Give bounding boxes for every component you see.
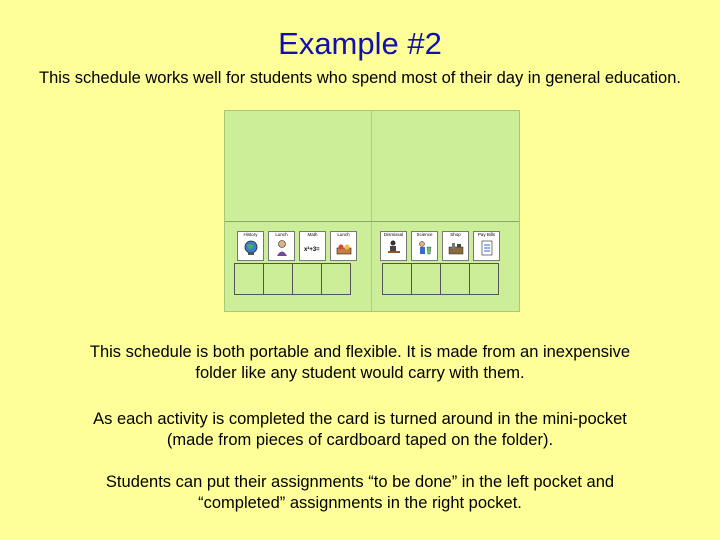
card-label: History <box>243 232 258 237</box>
mini-pocket <box>411 263 441 295</box>
mini-pocket <box>263 263 293 295</box>
schedule-card <box>380 231 407 261</box>
card-label: Dismissal <box>383 232 404 237</box>
schedule-card <box>330 231 357 261</box>
card-label: Lunch <box>337 232 350 237</box>
teacher-desk-icon <box>386 239 402 257</box>
lunch-person-icon <box>274 239 290 257</box>
slide-title: Example #2 <box>278 26 442 61</box>
lunch-tray-icon <box>335 239 353 257</box>
schedule-card <box>299 231 326 261</box>
mini-pocket <box>321 263 351 295</box>
left-mini-pockets <box>234 263 350 295</box>
slide-subtitle: This schedule works well for students who spend most of their day in general education. <box>38 69 681 87</box>
mini-pocket <box>234 263 264 295</box>
mini-pocket <box>440 263 470 295</box>
right-card-row <box>380 231 500 261</box>
mini-pocket <box>469 263 499 295</box>
paragraph-assignments: Students can put their assignments “to be done” in the left pocket and “completed” assignments in the right pocket. <box>105 473 615 512</box>
science-icon <box>417 239 433 257</box>
globe-icon <box>243 239 259 257</box>
card-label: Math <box>307 232 318 237</box>
mini-pocket <box>292 263 322 295</box>
right-mini-pockets <box>382 263 498 295</box>
folder-fold-line <box>371 111 372 311</box>
paragraph-portable: This schedule is both portable and flexible. It is made from an inexpensive folder like any student would carry with them. <box>89 343 631 382</box>
paragraph-mini-pocket: As each activity is completed the card is turned around in the mini-pocket (made from pieces of cardboard taped on the folder). <box>93 410 627 449</box>
schedule-folder-photo <box>224 110 520 312</box>
checklist-icon <box>479 239 495 257</box>
card-label: Science <box>416 232 433 237</box>
schedule-card <box>442 231 469 261</box>
card-label: Pay Bills <box>477 232 496 237</box>
schedule-card <box>268 231 295 261</box>
card-label: Lunch <box>275 232 288 237</box>
folder-pocket-edge <box>225 221 519 222</box>
schedule-card <box>237 231 264 261</box>
card-label: Shop <box>450 232 461 237</box>
tools-icon <box>447 239 465 257</box>
mini-pocket <box>382 263 412 295</box>
schedule-card <box>473 231 500 261</box>
math-equation-text: x²+3= <box>303 247 320 253</box>
left-card-row <box>237 231 357 261</box>
math-equation-icon <box>303 239 323 257</box>
schedule-card <box>411 231 438 261</box>
